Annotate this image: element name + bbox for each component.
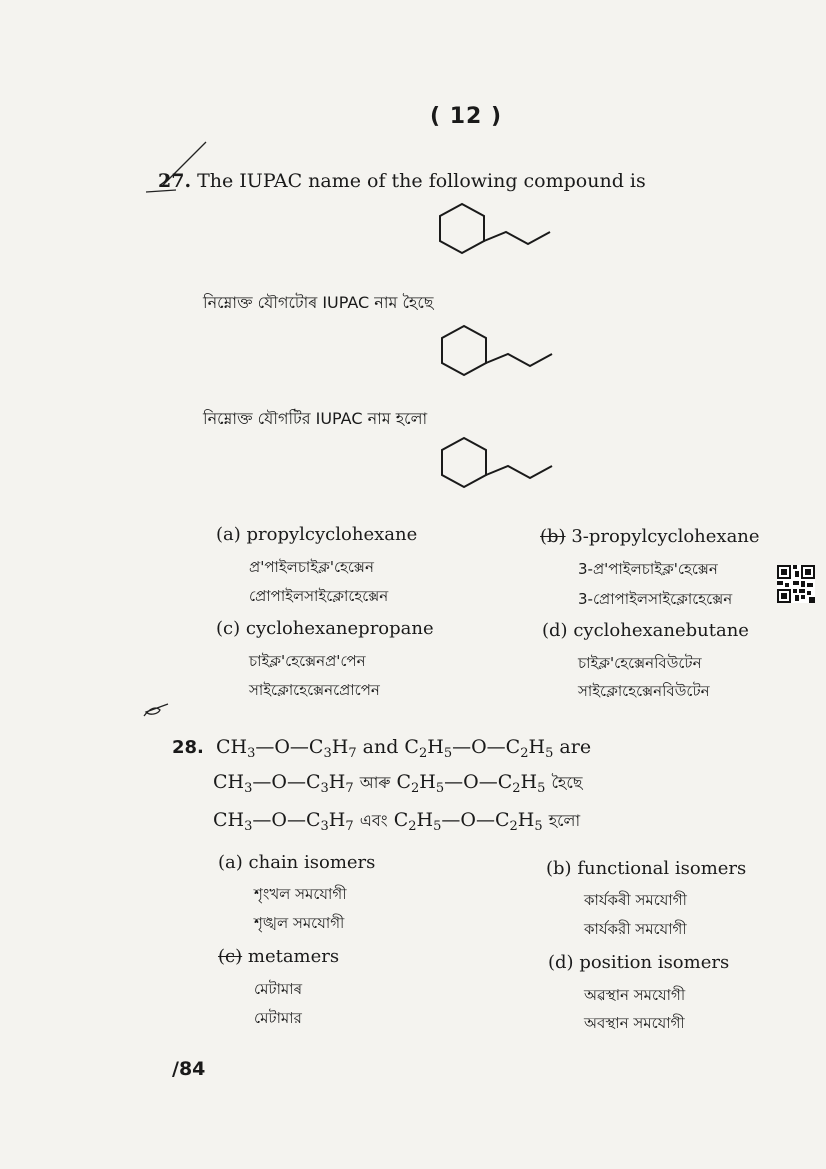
pen-mark bbox=[142, 702, 172, 720]
q28-option-b-as: কাৰ্যকৰী সমযোগী bbox=[584, 891, 687, 909]
question-number: 28. bbox=[172, 737, 204, 758]
question-text-as: নিম্নোক্ত যৌগটোৰ IUPAC নাম হৈছে bbox=[203, 293, 434, 312]
q27-option-d bbox=[542, 620, 749, 641]
question-28-line-en: 28. $CH_3—O—C_3H_7$ and $C_2H_5—O—C_2H_5$ are bbox=[172, 736, 592, 761]
option-label: (a) bbox=[216, 524, 241, 545]
question-suffix-as: হৈছে bbox=[551, 773, 583, 792]
question-27 bbox=[158, 170, 646, 192]
question-suffix-bn: হলো bbox=[548, 811, 581, 830]
question-text-en: The IUPAC name of the following compound is bbox=[197, 170, 646, 192]
conj-as: আৰু bbox=[359, 773, 391, 792]
option-text-en: position isomers bbox=[579, 952, 730, 973]
option-label: (c) bbox=[216, 618, 241, 639]
option-label: (b) bbox=[546, 858, 572, 879]
propylcyclohexane-structure-3 bbox=[438, 434, 558, 498]
q27-option-c-bn: সাইক্লোহেক্সেনপ্রোপেন bbox=[249, 681, 380, 699]
question-number: 27. bbox=[158, 170, 192, 192]
q28-option-c-as: মেটামাৰ bbox=[254, 980, 303, 998]
question-28-line-as: $CH_3—O—C_3H_7$ আৰু $C_2H_5—O—C_2H_5$ হৈছে bbox=[213, 771, 583, 796]
question-text-bn: নিম্নোক্ত যৌগটির IUPAC নাম হলো bbox=[203, 409, 428, 428]
question-28-line-bn: $CH_3—O—C_3H_7$ এবং $C_2H_5—O—C_2H_5$ হলো bbox=[213, 809, 581, 834]
q27-option-c bbox=[216, 618, 434, 639]
q27-option-d-bn: সাইক্লোহেক্সেনবিউটেন bbox=[578, 682, 710, 700]
option-text-en: chain isomers bbox=[248, 852, 376, 873]
propylcyclohexane-structure-2 bbox=[438, 322, 558, 386]
option-label: (a) bbox=[218, 852, 243, 873]
option-text-en: cyclohexanepropane bbox=[245, 618, 434, 639]
q27-option-b-as: 3-প্ৰ'পাইলচাইক্ল'হেক্সেন bbox=[578, 560, 718, 578]
option-label: (b) bbox=[540, 526, 566, 547]
q28-option-b-bn: কার্যকরী সমযোগী bbox=[584, 920, 687, 938]
page-number: ( 12 ) bbox=[430, 104, 503, 129]
q27-option-b-bn: 3-প্রোপাইলসাইক্লোহেক্সেন bbox=[578, 590, 733, 608]
option-text-en: cyclohexanebutane bbox=[573, 620, 749, 641]
option-text-en: propylcyclohexane bbox=[246, 524, 418, 545]
q28-option-d-bn: অবস্থান সমযোগী bbox=[584, 1014, 685, 1032]
q27-option-c-as: চাইক্ল'হেক্সেনপ্ৰ'পেন bbox=[249, 652, 366, 670]
option-text-en: metamers bbox=[247, 946, 340, 967]
q28-option-d bbox=[548, 952, 729, 973]
q27-option-d-as: চাইক্ল'হেক্সেনবিউটেন bbox=[578, 654, 702, 672]
option-label: (d) bbox=[548, 952, 574, 973]
q28-option-c-bn: মেটামার bbox=[254, 1009, 302, 1027]
option-text-en: functional isomers bbox=[577, 858, 747, 879]
conj-bn: এবং bbox=[359, 811, 388, 830]
page-footer-code: /84 bbox=[172, 1058, 206, 1080]
q28-option-d-as: অৱস্থান সমযোগী bbox=[584, 986, 686, 1004]
q27-option-b bbox=[540, 526, 760, 547]
qr-code-icon bbox=[777, 565, 815, 603]
q27-option-a-bn: প্রোপাইলসাইক্লোহেক্সেন bbox=[249, 587, 389, 605]
q27-option-a-as: প্ৰ'পাইলচাইক্ল'হেক্সেন bbox=[249, 558, 374, 576]
question-suffix-en: are bbox=[559, 736, 592, 758]
q28-option-a-as: শৃংখল সমযোগী bbox=[254, 885, 347, 903]
q27-option-a bbox=[216, 524, 417, 545]
option-label: (c) bbox=[218, 946, 243, 967]
q28-option-a-bn: শৃঙ্খল সমযোগী bbox=[254, 914, 345, 932]
q28-option-c bbox=[218, 946, 339, 967]
q28-option-b bbox=[546, 858, 746, 879]
option-text-en: 3-propylcyclohexane bbox=[571, 526, 760, 547]
q28-option-a bbox=[218, 852, 375, 873]
propylcyclohexane-structure-1 bbox=[436, 200, 556, 264]
option-label: (d) bbox=[542, 620, 568, 641]
